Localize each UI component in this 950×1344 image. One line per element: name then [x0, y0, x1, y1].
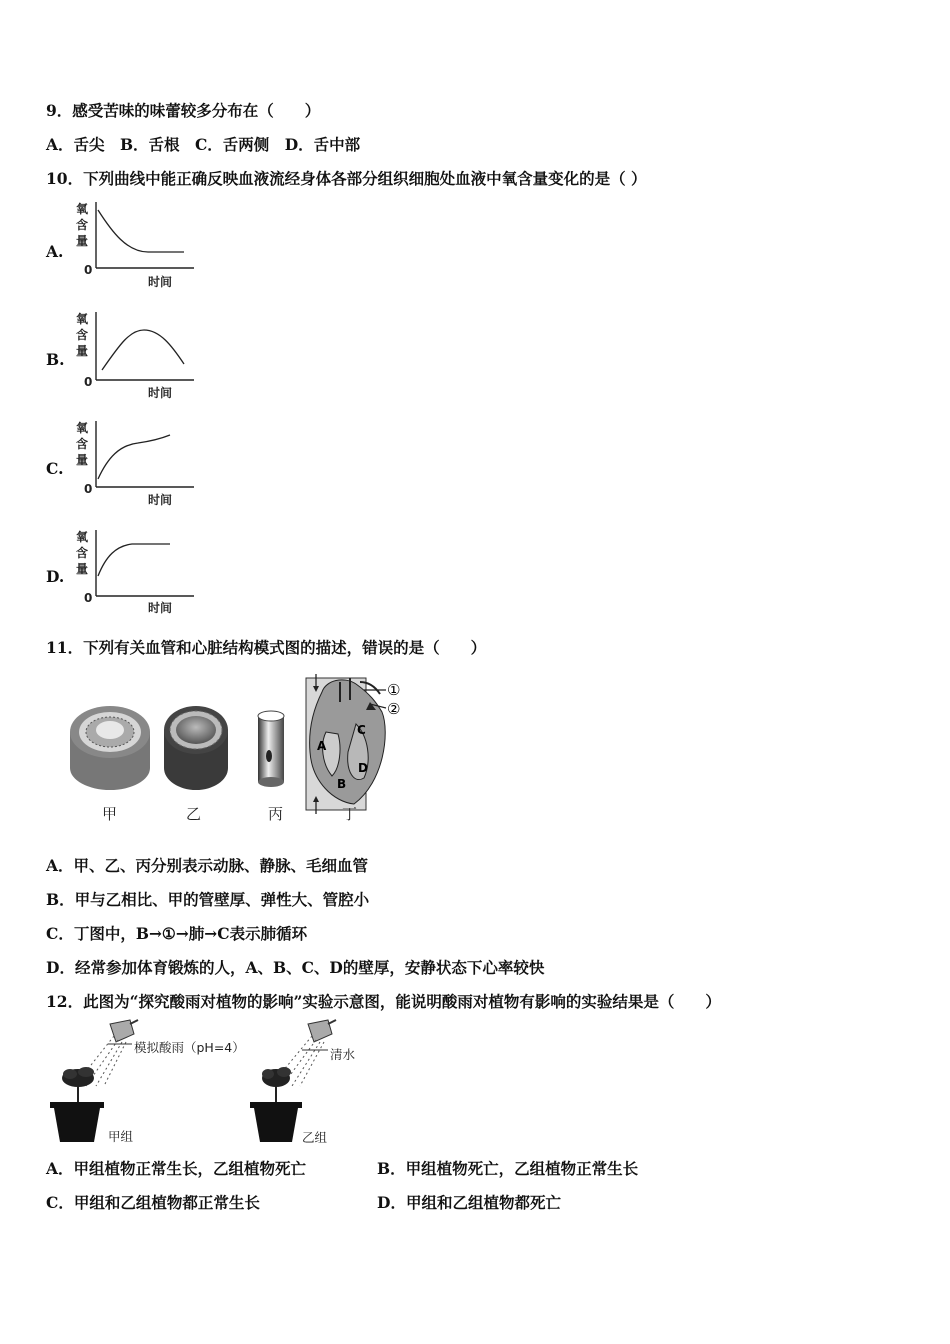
q11-option-c[interactable]: C．丁图中，B→①→肺→C表示肺循环	[46, 924, 308, 943]
q11-option-d[interactable]: D．经常参加体育锻炼的人，A、B、C、D的壁厚，安静状态下心率较快	[46, 958, 545, 977]
group2-spray-label: 清水	[330, 1047, 356, 1062]
svg-text:0: 0	[84, 375, 93, 389]
artery-figure	[70, 706, 150, 790]
svg-text:氧: 氧	[76, 530, 89, 544]
q9-stem: 9．感受苦味的味蕾较多分布在（ ）	[46, 101, 321, 120]
svg-text:量: 量	[76, 344, 89, 358]
group2-setup	[250, 1020, 336, 1142]
svg-text:时间: 时间	[148, 601, 173, 615]
graph-ylabel-1: 氧	[76, 202, 89, 216]
heart-mark-1: ①	[387, 681, 401, 699]
q12-option-a[interactable]: A．甲组植物正常生长，乙组植物死亡	[46, 1159, 307, 1178]
group1-label: 甲组	[108, 1129, 134, 1144]
group1-setup	[50, 1020, 138, 1142]
figure-label-jia: 甲	[102, 805, 118, 823]
q11-option-b[interactable]: B．甲与乙相比、甲的管壁厚、弹性大、管腔小	[46, 890, 370, 909]
q12-option-b[interactable]: B．甲组植物死亡，乙组植物正常生长	[377, 1159, 639, 1178]
q9-option-c[interactable]: C．舌两侧	[194, 135, 270, 154]
heart-figure	[306, 674, 400, 814]
q11-stem: 11．下列有关血管和心脏结构模式图的描述，错误的是（ ）	[46, 638, 487, 657]
q9-option-b[interactable]: B．舌根	[119, 135, 180, 154]
q12-option-d[interactable]: D．甲组和乙组植物都死亡	[377, 1193, 561, 1212]
heart-mark-2: ②	[387, 700, 401, 718]
capillary-figure	[258, 711, 284, 787]
svg-text:时间: 时间	[148, 386, 173, 400]
q9-option-a[interactable]: A．舌尖	[46, 135, 105, 154]
q9-option-d[interactable]: D．舌中部	[284, 135, 361, 154]
figure-label-bing: 丙	[268, 805, 284, 823]
q10-option-d-label[interactable]: D.	[46, 567, 65, 586]
svg-text:含: 含	[76, 328, 89, 342]
svg-text:0: 0	[84, 591, 93, 605]
heart-mark-d: D	[358, 761, 368, 775]
group1-spray-label: 模拟酸雨（pH=4）	[134, 1040, 245, 1055]
q10-graph-a	[72, 198, 202, 290]
q12-figure	[46, 1016, 346, 1146]
graph-xlabel: 时间	[148, 275, 173, 289]
svg-text:氧: 氧	[76, 421, 89, 435]
q10-graph-d	[72, 526, 202, 618]
heart-mark-a: A	[317, 739, 327, 753]
q12-stem: 12．此图为“探究酸雨对植物的影响”实验示意图，能说明酸雨对植物有影响的实验结果是（ ）	[46, 992, 721, 1011]
figure-label-ding: 丁	[342, 805, 358, 823]
q12-option-c[interactable]: C．甲组和乙组植物都正常生长	[46, 1193, 260, 1212]
svg-text:0: 0	[84, 482, 93, 496]
q11-option-a[interactable]: A．甲、乙、丙分别表示动脉、静脉、毛细血管	[46, 856, 369, 875]
graph-ylabel-2: 含	[76, 218, 89, 232]
q9-options	[46, 135, 370, 155]
q10-graph-b	[72, 308, 202, 400]
graph-ylabel-3: 量	[76, 234, 89, 248]
graph-origin: 0	[84, 263, 93, 277]
q10-option-a-label[interactable]: A.	[46, 242, 64, 261]
svg-text:含: 含	[76, 437, 89, 451]
q11-figure	[64, 672, 424, 830]
vein-figure	[164, 706, 228, 790]
figure-label-yi: 乙	[186, 805, 202, 823]
q10-graph-c	[72, 417, 202, 509]
svg-text:量: 量	[76, 562, 89, 576]
heart-mark-b: B	[337, 777, 347, 791]
svg-text:氧: 氧	[76, 312, 89, 326]
q10-option-b-label[interactable]: B.	[46, 350, 65, 369]
q10-stem: 10．下列曲线中能正确反映血液流经身体各部分组织细胞处血液中氧含量变化的是（ ）	[46, 169, 647, 188]
q10-option-c-label[interactable]: C.	[46, 459, 64, 478]
svg-text:含: 含	[76, 546, 89, 560]
group2-label: 乙组	[302, 1130, 328, 1145]
svg-text:时间: 时间	[148, 493, 173, 507]
heart-mark-c: C	[357, 723, 366, 737]
svg-text:量: 量	[76, 453, 89, 467]
